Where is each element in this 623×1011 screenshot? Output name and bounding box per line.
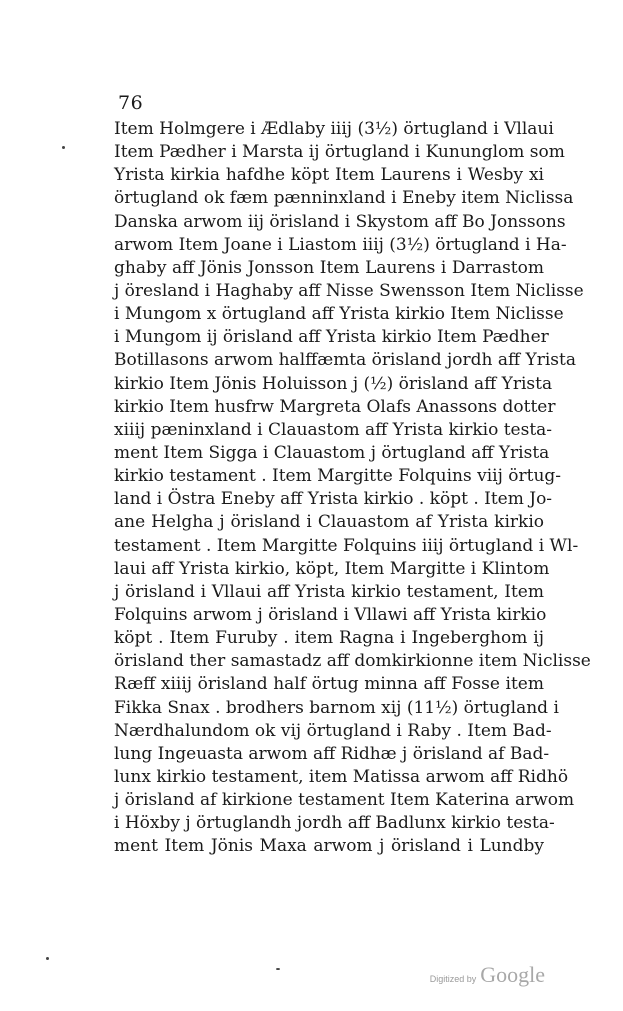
text-line: kirkio Item Jönis Holuisson j (½) örisland aff Yrista <box>114 373 553 394</box>
scan-speck <box>46 957 49 960</box>
google-watermark <box>430 962 545 988</box>
text-line: kirkio Item husfrw Margreta Olafs Anassons dotter <box>114 396 556 417</box>
text-line: land i Östra Eneby aff Yrista kirkio . köpt . Item Jo- <box>114 489 553 510</box>
text-line: Botillasons arwom halffæmta örisland jordh aff Yrista <box>114 350 576 371</box>
text-line: Danska arwom iij örisland i Skystom aff Bo Jonssons <box>114 211 566 232</box>
text-line: testament . Item Margitte Folquins iiij örtugland i Wl- <box>114 535 579 556</box>
page-number: 76 <box>118 92 144 114</box>
text-line: i Mungom ij örisland aff Yrista kirkio Item Pædher <box>114 327 549 348</box>
text-line: Folquins arwom j örisland i Vllawi aff Yrista kirkio <box>114 604 547 625</box>
text-line: Fikka Snax . brodhers barnom xij (11½) örtugland i <box>114 697 559 718</box>
text-line: örisland ther samastadz aff domkirkionne item Niclisse <box>114 651 591 672</box>
scan-speck <box>62 146 65 149</box>
text-line: laui aff Yrista kirkio, köpt, Item Margitte i Klintom <box>114 558 550 579</box>
text-line: j örisland i Vllaui aff Yrista kirkio testament, Item <box>114 581 544 602</box>
text-line: lunx kirkio testament, item Matissa arwom aff Ridhö <box>114 766 569 787</box>
text-line: ghaby aff Jönis Jonsson Item Laurens i Darrastom <box>114 257 544 278</box>
text-block <box>114 118 591 859</box>
text-line: ment Item Jönis Maxa arwom j örisland i Lundby <box>114 836 544 857</box>
text-line: Yrista kirkia hafdhe köpt Item Laurens i Wesby xi <box>114 165 544 186</box>
scan-speck <box>276 968 280 970</box>
google-logo: Google <box>480 962 545 987</box>
text-line: xiiij pæninxland i Clauastom aff Yrista kirkio testa- <box>114 419 553 440</box>
text-line: j örisland af kirkione testament Item Katerina arwom <box>114 790 575 811</box>
text-line: ane Helgha j örisland i Clauastom af Yrista kirkio <box>114 512 544 533</box>
text-line: lung Ingeuasta arwom aff Ridhæ j örisland af Bad- <box>114 743 550 764</box>
text-line: örtugland ok fæm pænninxland i Eneby item Niclissa <box>114 188 574 209</box>
text-line: Nærdhalundom ok vij örtugland i Raby . Item Bad- <box>114 720 552 741</box>
text-line: i Mungom x örtugland aff Yrista kirkio Item Niclisse <box>114 304 564 325</box>
text-line: Ræff xiiij örisland half örtug minna aff Fosse item <box>114 674 544 695</box>
text-line: Item Holmgere i Ædlaby iiij (3½) örtugland i Vllaui <box>114 119 554 139</box>
text-line: arwom Item Joane i Liastom iiij (3½) örtugland i Ha- <box>114 234 567 255</box>
text-line: Item Pædher i Marsta ij örtugland i Kununglom som <box>114 142 565 163</box>
text-line: j öresland i Haghaby aff Nisse Swensson Item Niclisse <box>114 280 584 301</box>
text-line: i Höxby j örtuglandh jordh aff Badlunx kirkio testa- <box>114 813 555 834</box>
text-line: kirkio testament . Item Margitte Folquins viij örtug- <box>114 466 562 487</box>
text-line: köpt . Item Furuby . item Ragna i Ingeberghom ij <box>114 628 544 649</box>
watermark-prefix: Digitized by <box>429 974 477 984</box>
text-line: ment Item Sigga i Clauastom j örtugland aff Yrista <box>114 442 550 463</box>
